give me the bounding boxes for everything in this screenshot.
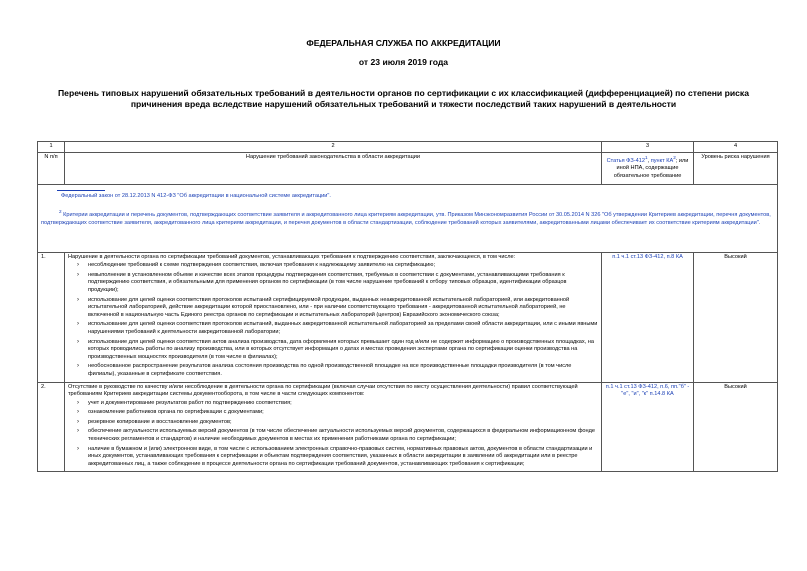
law-rest: ; или иной НПА, содержащие обязательное требование — [613, 157, 689, 179]
bullet-arrow-icon: › — [77, 262, 79, 269]
footnote-2-text: Критерии аккредитации и перечень документов, подтверждающих соответствие заявителя и аккредитованного лица критериям аккредитации, утв. Приказом Минэкономразвития России от 30.05.2014 N 326 "Об утверждении Критериев аккредитации, перечня документов, подтверждающих соответствие заявителя, аккредитованного лица критериям аккредитации, и перечня документов в области стандартизации, соблюдение требований которых заявителями, аккредитованными лицами обеспечивает их соответствие критериям аккредитации". — [41, 212, 771, 226]
row-violation — [65, 252, 602, 382]
list-item-text: невыполнение в установленном объеме и качестве всех этапов процедуры подтверждения соответствия, требуемых в соответствии с документами, устанавливающими требования к подтверждению соответствия, и обязательными для применения органом по сертификации (в том числе нарушение требований к отбору типовых образцов, идентификации образцов продукции); — [88, 271, 567, 293]
row-intro: Нарушение в деятельности органа по сертификации требований документов, устанавливающих требования к подтверждению соответствия, заключающееся, в том числе: — [68, 253, 516, 260]
list-item — [68, 446, 598, 469]
header-law — [602, 152, 694, 184]
footnote-1: Федеральный закон от 28.12.2013 N 412-ФЗ "Об аккредитации в национальной системе аккредитации". — [61, 192, 331, 199]
list-item — [68, 297, 598, 320]
col-number-3: 3 — [602, 142, 694, 153]
law-link[interactable]: Статья ФЗ-412 — [606, 157, 645, 164]
bullet-arrow-icon: › — [77, 399, 79, 406]
law-separator: , — [647, 157, 651, 164]
bullet-arrow-icon: › — [77, 321, 79, 328]
column-number-row — [38, 142, 778, 153]
header-risk: Уровень риска нарушения — [694, 152, 778, 184]
list-item — [68, 262, 598, 270]
col-number-2: 2 — [65, 142, 602, 153]
bullet-arrow-icon: › — [77, 338, 79, 345]
list-item-text: учет и документирование результатов работ по подтверждению соответствия; — [88, 399, 292, 406]
row-num: 2. — [38, 382, 65, 472]
list-item — [68, 409, 598, 417]
bullet-arrow-icon: › — [77, 428, 79, 435]
row-law-reference[interactable]: п.1 ч.1 ст.13 ФЗ-412, п.6, пп."б" - "е", "и", "к" п.14.8 КА — [602, 382, 694, 472]
bullet-arrow-icon: › — [77, 271, 79, 278]
header-num: N п/п — [38, 152, 65, 184]
col-number-4: 4 — [694, 142, 778, 153]
list-item-text: использование для целей оценки соответствия протоколов испытаний сертифицируемой продукции, выданных неаккредитованной испытательной лабораторией, или аккредитованной испытательной лабораторией, действие аккредитации которой приостановлено, или - при наличии соответствующего требования - аккредитованной испытательной лабораторией, не включенной в национальную часть Единого реестра органов по сертификации и испытательных лабораторий (центров) Евразийского экономического союза; — [88, 296, 570, 318]
list-item — [68, 400, 598, 408]
footnote-ref-2[interactable]: 2 — [673, 154, 676, 160]
list-item-text: наличие в бумажном и (или) электронном виде, в том числе с использованием электронных справочно-правовых систем, нормативных правовых актов, документов в области стандартизации и иных документов, устанавливающих требования к сертификации и объектам подтверждения соответствия, указанных в области аккредитации в заявлении об аккредитации или в реестре аккредитованных лиц, а также соблюдение в процессе деятельности органа по сертификации требований документов, устанавливающих требования к сертификации; — [88, 445, 593, 467]
list-item-text: необоснованное распространение результатов анализа состояния производства по одной производственной площадке на все производственные площадки производителя (в том числе филиалы), указанные в сертификате соответствия. — [88, 363, 572, 377]
list-item-text: обеспечение актуальности используемых версий документов (в том числе обеспечение актуальности используемых версий документов, содержащихся в федеральном информационном фонде технических регламентов и стандартов) и наличие необходимых документов в местах их применения работниками органа по сертификации; — [88, 428, 596, 443]
footnote-ref-1[interactable]: 1 — [644, 154, 648, 160]
list-item — [68, 272, 598, 295]
footnotes-row — [38, 184, 778, 252]
row-risk-level: Высокий — [694, 382, 778, 472]
row-num: 1. — [38, 252, 65, 382]
list-item-text: несоблюдение требований к схеме подтверждения соответствия, включая требования к надлежащему заявителю на сертификацию; — [88, 262, 436, 269]
list-item-text: ознакомление работников органа по сертификации с документами; — [88, 409, 264, 416]
list-item — [68, 363, 598, 378]
document-title: Перечень типовых нарушений обязательных требований в деятельности органов по сертификации с их классификацией (дифференциацией) по степени риска причинения вреда вследствие нарушений обязательных требований и тяжести последствий таких нарушений в деятельности — [58, 88, 749, 109]
footnote-divider — [57, 190, 105, 191]
bullet-arrow-icon: › — [77, 296, 79, 303]
header-violation: Нарушение требований законодательства в области аккредитации — [65, 152, 602, 184]
col-number-1: 1 — [38, 142, 65, 153]
document-date: от 23 июля 2019 года — [358, 57, 449, 67]
footnote-2 — [41, 208, 774, 227]
ka-link[interactable]: пункт КА — [650, 157, 674, 164]
bullet-arrow-icon: › — [77, 445, 79, 452]
list-item — [68, 428, 598, 443]
footnotes-cell — [38, 184, 778, 252]
violations-table — [37, 141, 778, 472]
bullet-arrow-icon: › — [77, 363, 79, 370]
table-row — [38, 382, 778, 472]
row-risk-level: Высокий — [694, 252, 778, 382]
header-row — [38, 152, 778, 184]
list-item — [68, 419, 598, 427]
row-violation — [65, 382, 602, 472]
bullet-arrow-icon: › — [77, 409, 79, 416]
row-intro: Отсутствие в руководстве по качеству и/или несоблюдение в деятельности органа по сертификации (включая случаи отсутствия по месту осуществления деятельности) правил соответствующей требованиям Критериев аккредитации системы документооборота, в том числе в части следующих компонентов: — [68, 383, 578, 398]
list-item-text: резервное копирование и восстановление документов; — [88, 418, 232, 425]
footnote-2-mark: 2 — [59, 209, 62, 215]
list-item-text: использование для целей оценки соответствия протоколов испытаний, выданных аккредитованной испытательной лабораторией за пределами своей области аккредитации, или с иными явными нарушениями требований к деятельности аккредитованной лаборатории; — [88, 321, 598, 335]
list-item — [68, 339, 598, 362]
bullet-arrow-icon: › — [77, 418, 79, 425]
list-item-text: использование для целей оценки соответствия актов анализа производства, дата оформления которых превышает один год и/или не содержит информацию о производственных площадках, на которых проводились работы по анализу производства, или в которых отсутствует информация о датах и местах проведения экспертами органа по сертификации оценки производства на производственных мощностях производителя (в том числе в филиалах); — [88, 338, 595, 360]
organization-name: ФЕДЕРАЛЬНАЯ СЛУЖБА ПО АККРЕДИТАЦИИ — [306, 38, 501, 48]
row-law-reference[interactable]: п.1 ч.1 ст.13 ФЗ-412, п.8 КА — [602, 252, 694, 382]
list-item — [68, 321, 598, 336]
table-row — [38, 252, 778, 382]
